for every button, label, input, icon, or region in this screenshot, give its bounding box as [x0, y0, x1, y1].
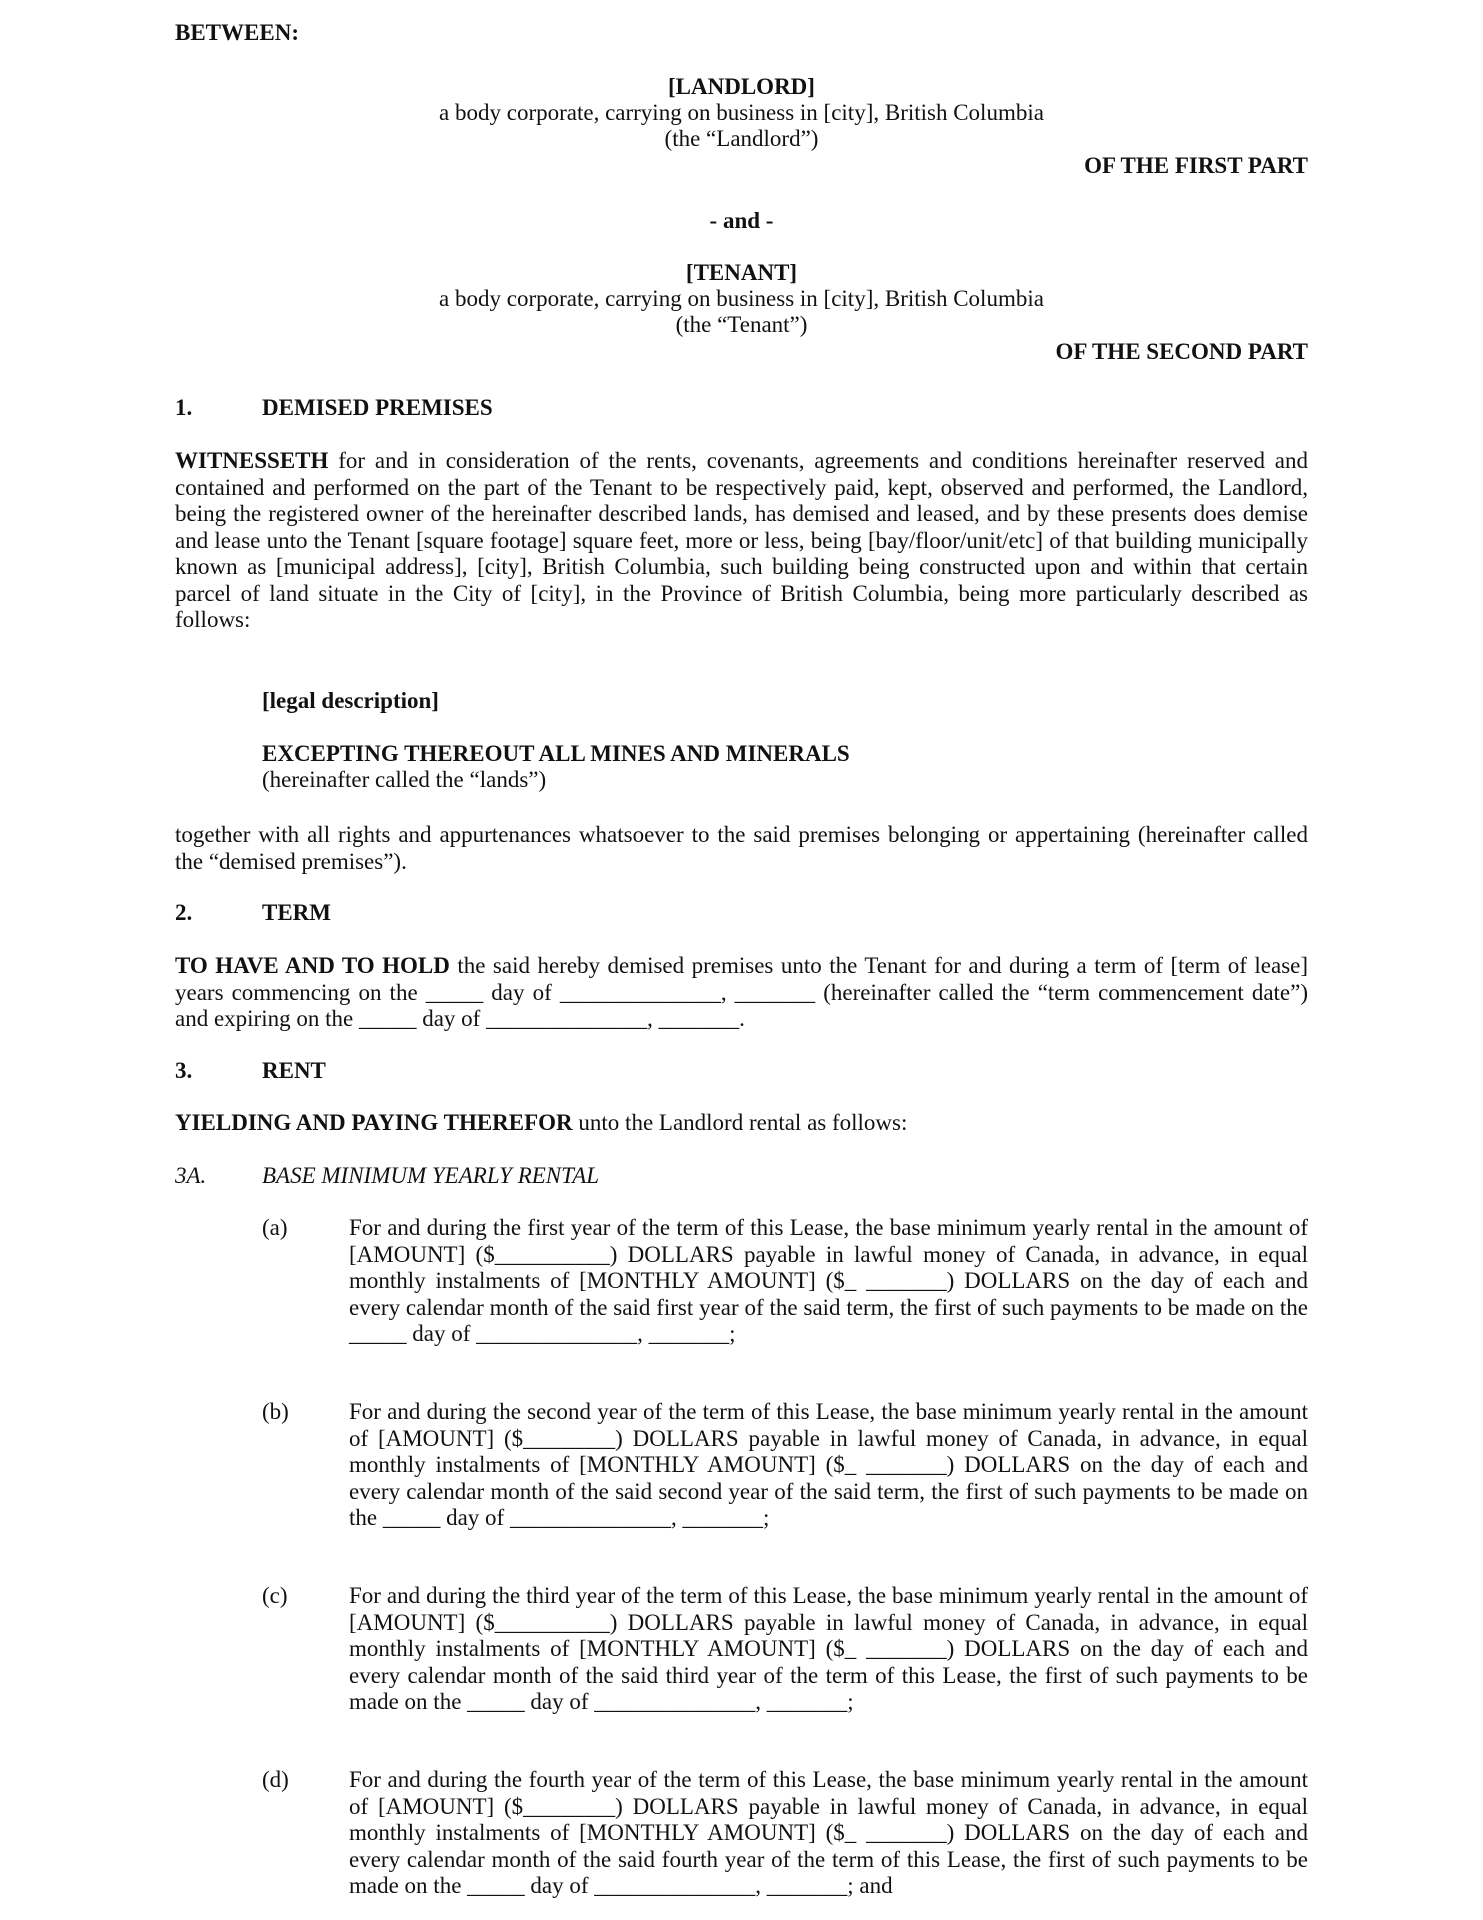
item-label: (b): [262, 1399, 289, 1424]
paragraph-body: the said hereby demised premises unto the Tenant for and during a term of [term of lease] years commencing on the _____ day of ______________, _______ (hereinafter called the “term commencement date”) and expiring on the _____ day of ______________, _______.: [175, 953, 1309, 1031]
section-title: DEMISED PREMISES: [262, 395, 493, 420]
landlord-description: a body corporate, carrying on business in [city], British Columbia: [439, 100, 1044, 125]
document-page: [175, 0, 1308, 1920]
section-3-paragraph: [175, 1110, 1308, 1137]
section-number: 2.: [175, 900, 193, 925]
item-text: For and during the second year of the term of this Lease, the base minimum yearly rental in the amount of [AMOUNT] ($________) DOLLARS payable in lawful money of Canada, in advance, in equal monthly instalments of [MONTHLY AMOUNT] ($_ _______) DOLLARS on the day of each and every calendar month of the said second year of the said term, the first of such payments to be made on the _____ day of ______________, _______;: [349, 1399, 1308, 1530]
second-part-label: OF THE SECOND PART: [1055, 339, 1308, 364]
paragraph-body: unto the Landlord rental as follows:: [578, 1110, 908, 1135]
legal-description: [legal description]: [262, 688, 439, 713]
section-title: RENT: [262, 1058, 326, 1083]
section-title: BASE MINIMUM YEARLY RENTAL: [262, 1163, 600, 1188]
and-separator: - and -: [709, 208, 774, 233]
section-1-heading: [175, 395, 1308, 422]
excepting-clause: EXCEPTING THEREOUT ALL MINES AND MINERALS: [262, 741, 850, 766]
lands-definition: (hereinafter called the “lands”): [262, 767, 547, 792]
item-text: For and during the first year of the term of this Lease, the base minimum yearly rental in the amount of [AMOUNT] ($__________) DOLLARS payable in lawful money of Canada, in advance, in equal monthly instalments of [MONTHLY AMOUNT] ($_ _______) DOLLARS on the day of each and every calendar month of the said first year of the said term, the first of such payments to be made on the _____ day of ______________, _______;: [349, 1215, 1308, 1346]
landlord-defined-term: (the “Landlord”): [664, 126, 819, 151]
item-label: (c): [262, 1583, 288, 1608]
section-3-heading: [175, 1058, 1308, 1085]
section-2-paragraph: [175, 953, 1308, 1033]
item-text: For and during the fourth year of the term of this Lease, the base minimum yearly rental in the amount of [AMOUNT] ($________) DOLLARS payable in lawful money of Canada, in advance, in equal monthly instalments of [MONTHLY AMOUNT] ($_ _______) DOLLARS on the day of each and every calendar month of the said fourth year of the term of this Lease, the first of such payments to be made on the _____ day of ______________, _______; and: [349, 1767, 1308, 1898]
section-title: TERM: [262, 900, 331, 925]
section-3a-heading: [175, 1163, 1308, 1190]
section-number: 1.: [175, 395, 193, 420]
first-part-label: OF THE FIRST PART: [1084, 153, 1308, 178]
together-clause: together with all rights and appurtenances whatsoever to the said premises belonging or appertaining (hereinafter called the “demised premises”).: [175, 822, 1308, 874]
section-number: 3A.: [175, 1163, 207, 1188]
between-label: BETWEEN:: [175, 20, 299, 45]
tenant-description: a body corporate, carrying on business in [city], British Columbia: [439, 286, 1044, 311]
tenant-name: [TENANT]: [685, 260, 798, 285]
item-text: For and during the third year of the term of this Lease, the base minimum yearly rental in the amount of [AMOUNT] ($__________) DOLLARS payable in lawful money of Canada, in advance, in equal monthly instalments of [MONTHLY AMOUNT] ($_ _______) DOLLARS on the day of each and every calendar month of the said third year of the term of this Lease, the first of such payments to be made on the _____ day of ______________, _______;: [349, 1583, 1308, 1714]
landlord-name: [LANDLORD]: [668, 74, 815, 99]
item-label: (a): [262, 1215, 288, 1240]
section-1-paragraph: [175, 448, 1308, 634]
paragraph-lead: YIELDING AND PAYING THEREFOR: [175, 1110, 573, 1135]
paragraph-lead: TO HAVE AND TO HOLD: [175, 953, 450, 978]
item-label: (d): [262, 1767, 289, 1792]
section-2-heading: [175, 900, 1308, 927]
tenant-defined-term: (the “Tenant”): [675, 312, 808, 337]
paragraph-body: for and in consideration of the rents, covenants, agreements and conditions hereinafter reserved and contained and performed on the part of the Tenant to be respectively paid, kept, observed and performed, the Landlord, being the registered owner of the hereinafter described lands, has demised and leased, and by these presents does demise and lease unto the Tenant [square footage] square feet, more or less, being [bay/floor/unit/etc] of that building municipally known as [municipal address], [city], British Columbia, such building being constructed upon and within that certain parcel of land situate in the City of [city], in the Province of British Columbia, being more particularly described as follows:: [175, 448, 1309, 632]
section-number: 3.: [175, 1058, 193, 1083]
paragraph-lead: WITNESSETH: [175, 448, 329, 473]
